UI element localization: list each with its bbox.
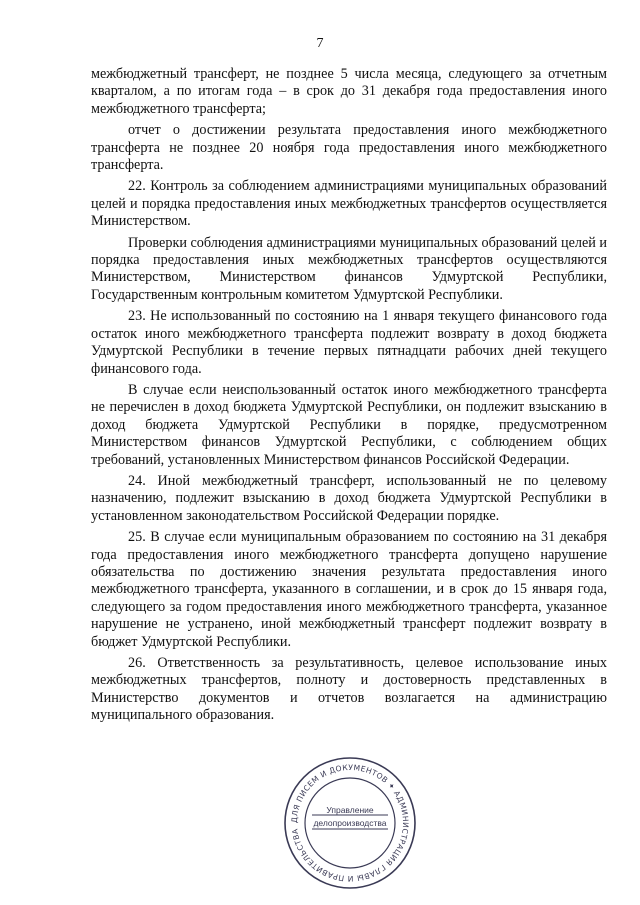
- page-number: 7: [316, 36, 324, 51]
- paragraph-23: 23. Не использованный по состоянию на 1 января текущего финансового года остаток иного межбюджетного трансферта подлежит возврату в доход бюджета Удмуртской Республики в течение первых пятнадцати рабочих дней текущего финансового года.: [91, 308, 607, 377]
- paragraph-22-checks: Проверки соблюдения администрациями муниципальных образований целей и порядка предоставления иных межбюджетных трансфертов осуществляются Министерством, Министерством финансов Удмуртской Республики, Государственным контрольным комитетом Удмуртской Республики.: [91, 234, 607, 303]
- paragraph-26: 26. Ответственность за результативность, целевое использование иных межбюджетных трансфертов, полноту и достоверность представленных в Министерство документов и отчетов возлагается на администрацию муниципального образования.: [91, 655, 607, 724]
- office-stamp: [282, 755, 418, 891]
- paragraph-25: 25. В случае если муниципальным образованием по состоянию на 31 декабря года предоставления иного межбюджетного трансферта допущено нарушение обязательства по достижению значения результата предоставления иного межбюджетного трансферта, указанного в соглашении, и в срок до 15 января года, следующего за годом предоставления иного межбюджетного трансферта, указанное нарушение не устранено, иной межбюджетный трансферт подлежит возврату в бюджет Удмуртской Республики.: [91, 529, 607, 650]
- paragraph-23-recovery: В случае если неиспользованный остаток иного межбюджетного трансферта не перечислен в доход бюджета Удмуртской Республики, он подлежит взысканию в доход бюджета Удмуртской Республики в порядке, предусмотренном Министерством финансов Удмуртской Республики, с соблюдением общих требований, установленных Министерством финансов Российской Федерации.: [91, 381, 607, 468]
- stamp-ring-text: ДЛЯ ПИСЕМ И ДОКУМЕНТОВ ✦ АДМИНИСТРАЦИЯ ГЛАВЫ И ПРАВИТЕЛЬСТВА: [289, 762, 411, 884]
- paragraph-22: 22. Контроль за соблюдением администрациями муниципальных образований целей и порядка предоставления иных межбюджетных трансфертов осуществляется Министерством.: [91, 178, 607, 230]
- document-body: [91, 66, 607, 729]
- paragraph-24: 24. Иной межбюджетный трансферт, использованный не по целевому назначению, подлежит взысканию в доход бюджета Удмуртской Республики в установленном законодательством Российской Федерации порядке.: [91, 472, 607, 524]
- paragraph-report: отчет о достижении результата предоставления иного межбюджетного трансферта не позднее 20 ноября года предоставления иного межбюджетного трансферта.: [91, 122, 607, 174]
- stamp-line-department: Управление: [326, 805, 374, 815]
- paragraph-continuation: межбюджетный трансферт, не позднее 5 числа месяца, следующего за отчетным кварталом, а по итогам года – в срок до 31 декабря года предоставления иного межбюджетного трансферта;: [91, 66, 607, 117]
- stamp-line-office: делопроизводства: [313, 818, 387, 828]
